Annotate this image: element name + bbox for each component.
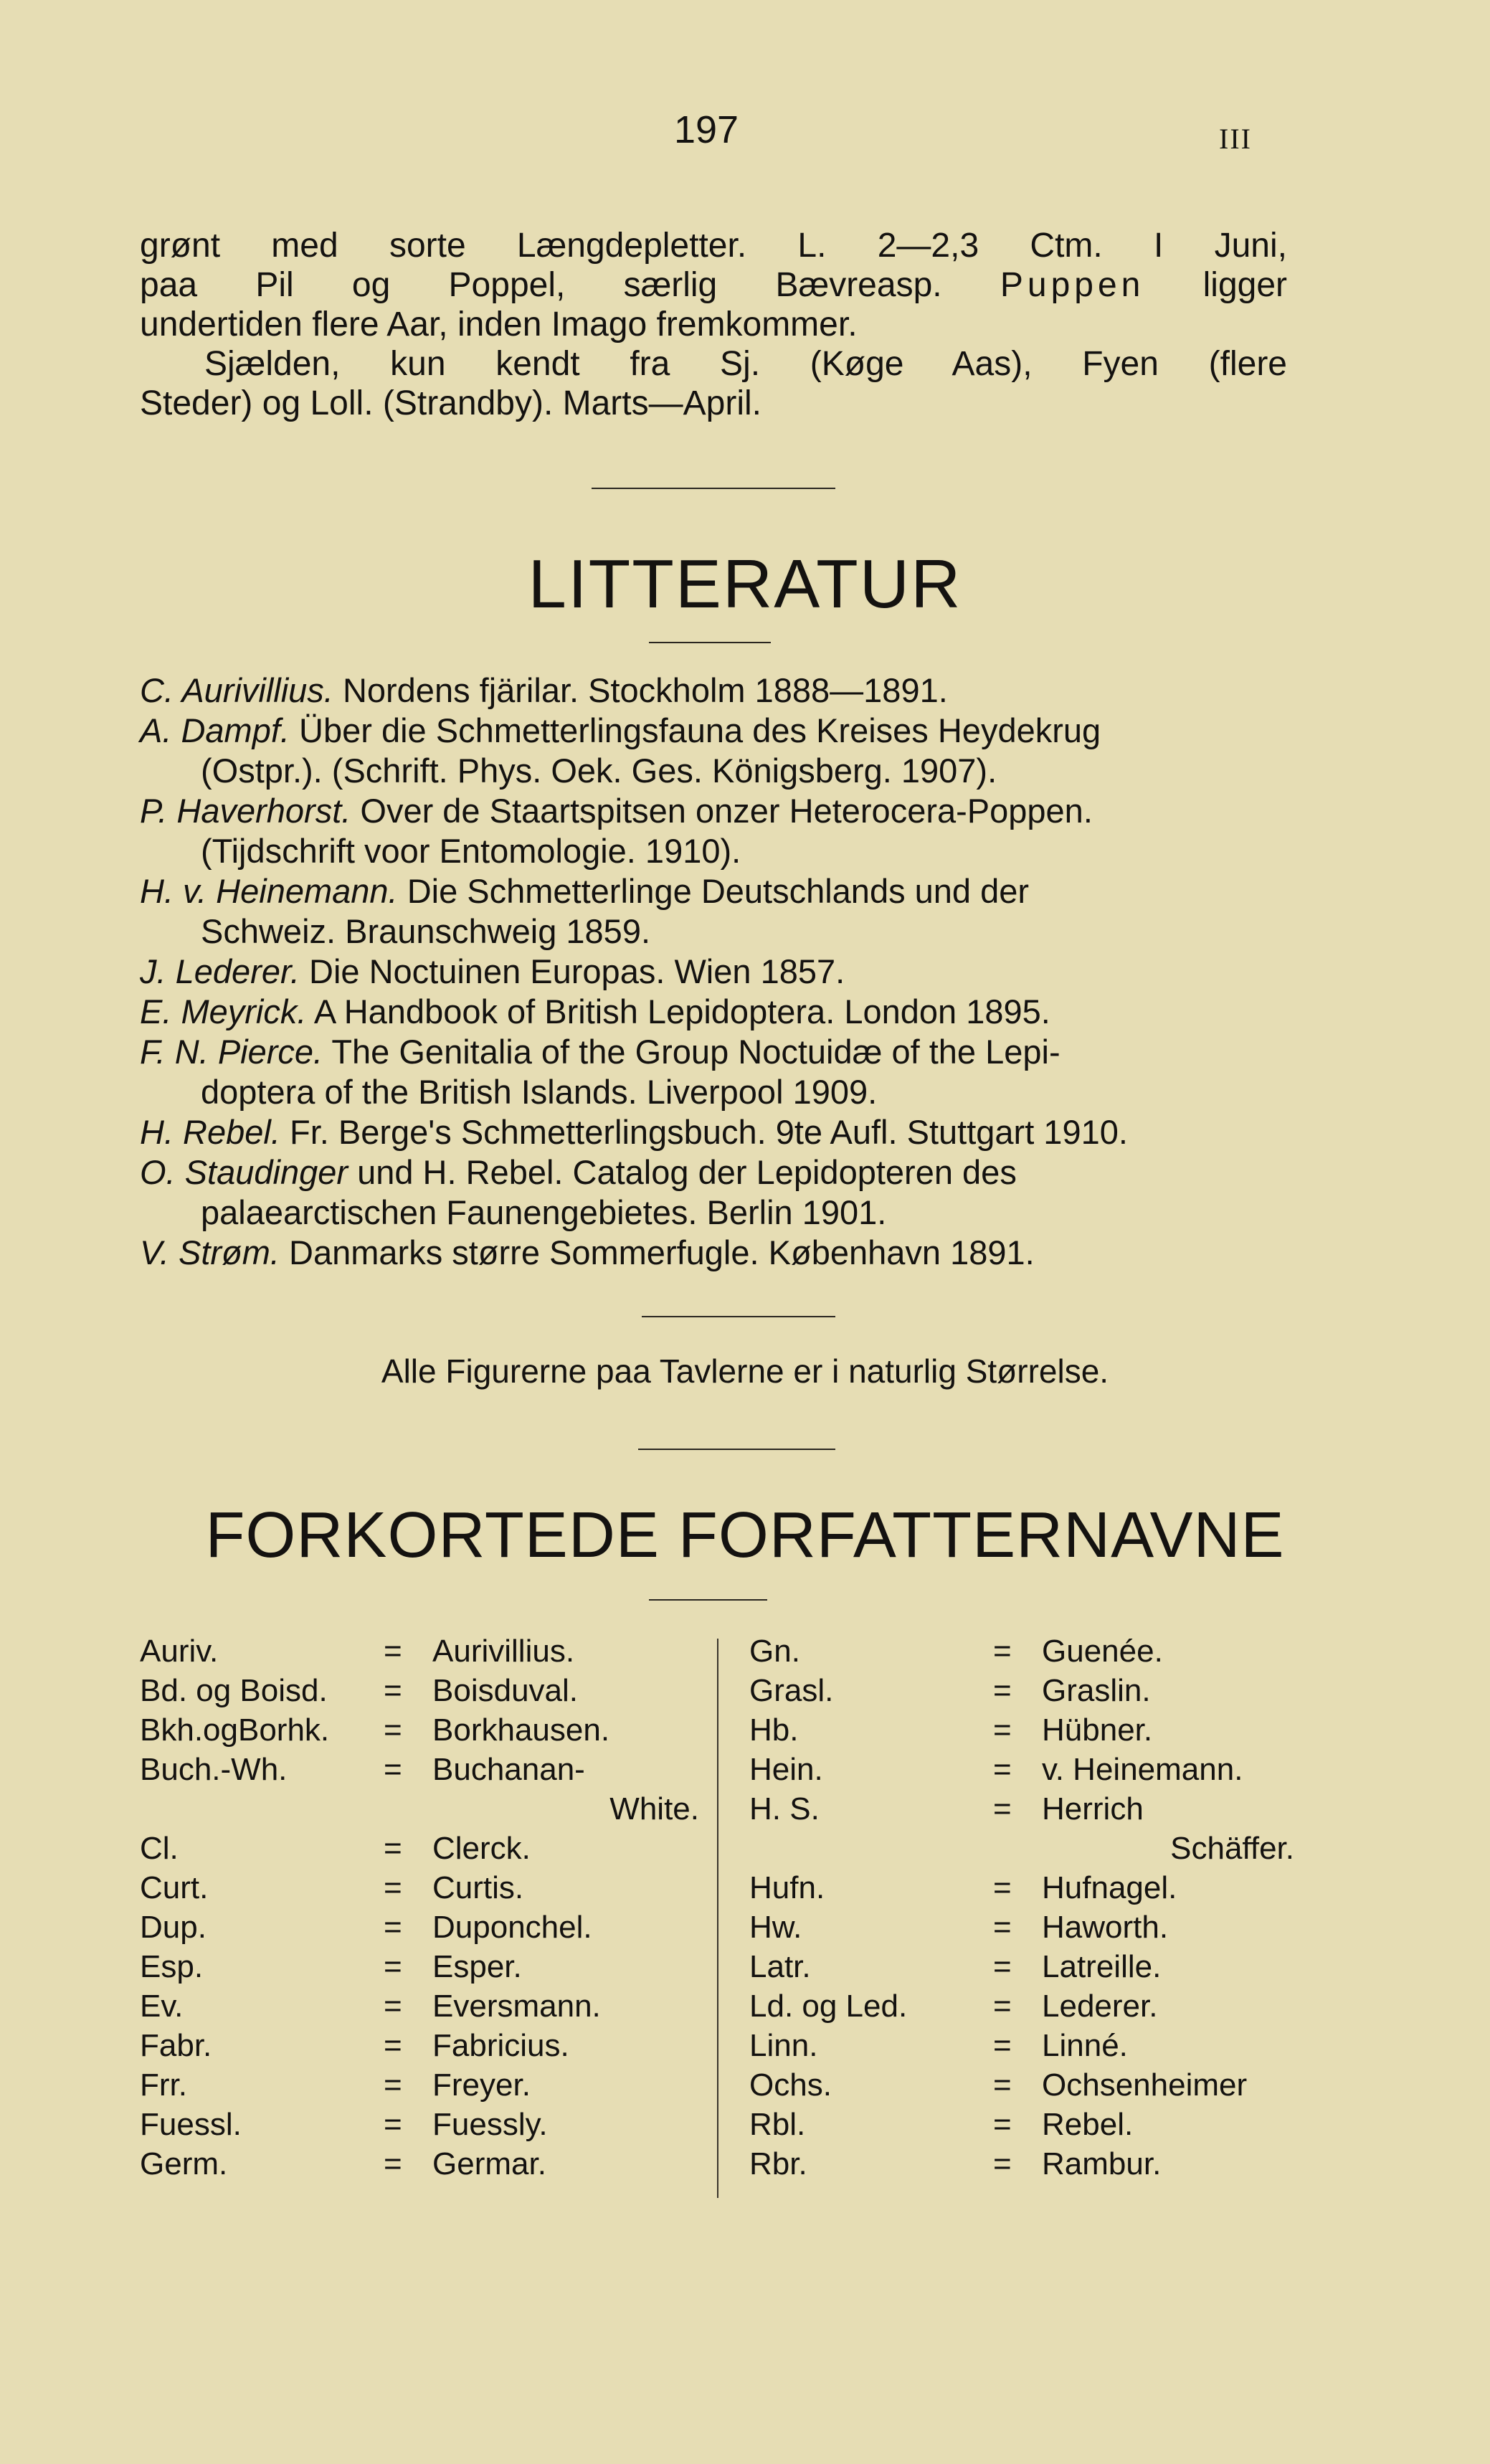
abbreviation: Ochs. [749,2067,832,2103]
intro-line-5: Steder) og Loll. (Strandby). Marts—April. [140,384,761,422]
equals-sign: = [993,1791,1012,1826]
abbreviation: Auriv. [140,1634,219,1669]
equals-sign: = [384,1634,402,1669]
entry-text: Die Schmetterlinge Deutschlands und der [407,872,1030,910]
entry-text: Fr. Berge's Schmetterlingsbuch. 9te Aufl. Stuttgart 1910. [289,1113,1128,1151]
abbreviation: H. S. [749,1791,820,1826]
equals-sign: = [384,1910,402,1945]
abbreviation-row [140,1868,699,1908]
abbreviations-right-column [749,1631,1294,2184]
abbreviation-row [749,2026,1294,2065]
equals-sign: = [993,1870,1012,1905]
abbreviation-row [749,1710,1294,1750]
bibliography-entry [140,1112,1287,1152]
full-name: Clerck. [432,1831,531,1866]
full-name: Aurivillius. [432,1634,575,1669]
entry-text: Über die Schmetterlingsfauna des Kreises Heydekrug [299,711,1101,749]
equals-sign: = [384,2146,402,2181]
entry-continuation: doptera of the British Islands. Liverpool 1909. [201,1073,878,1111]
intro-line-2: paa Pil og Poppel, særlig Bævreasp. Puppen ligger [140,266,1288,304]
equals-sign: = [384,2028,402,2063]
entry-continuation: Schweiz. Braunschweig 1859. [201,912,651,950]
abbreviation: Bd. og Boisd. [140,1673,328,1708]
abbreviation-row [140,1710,699,1750]
equals-sign: = [993,1712,1012,1748]
abbreviation: Ld. og Led. [749,1989,908,2024]
abbreviation-row [749,2065,1294,2105]
entry-text: Nordens fjärilar. Stockholm 1888—1891. [342,671,948,709]
equals-sign: = [384,1949,402,1984]
entry-author: E. Meyrick. [140,992,307,1030]
intro-paragraph [140,226,1287,423]
abbreviation: Curt. [140,1870,209,1905]
abbreviation: Ev. [140,1989,184,2024]
entry-author: J. Lederer. [140,952,300,990]
divider-rule [638,1449,835,1450]
equals-sign: = [993,2067,1012,2103]
equals-sign: = [993,1989,1012,2024]
abbreviation-row [749,1908,1294,1947]
bibliography-list [140,671,1287,1273]
full-name: Guenée. [1042,1634,1163,1669]
equals-sign: = [384,1989,402,2024]
abbreviation-row [140,1750,699,1789]
entry-author: C. Aurivillius. [140,671,333,709]
abbreviation-row [749,1986,1294,2026]
page-number: 197 [673,108,739,151]
abbreviation: Germ. [140,2146,228,2181]
entry-continuation: palaearctischen Faunengebietes. Berlin 1901. [201,1193,887,1231]
intro-line-3: undertiden flere Aar, inden Imago fremkommer. [140,305,858,343]
divider-rule [642,1316,835,1317]
full-name: Duponchel. [432,1910,592,1945]
full-name: Germar. [432,2146,546,2181]
full-name: Rambur. [1042,2146,1162,2181]
entry-text: A Handbook of British Lepidoptera. London 1895. [313,992,1050,1030]
equals-sign: = [993,2107,1012,2142]
bibliography-entry [140,992,1287,1032]
divider-rule-short [649,1599,767,1601]
abbreviations-left-column [140,1631,699,2184]
abbreviation-row [140,2026,699,2065]
abbreviation-row [140,1908,699,1947]
full-name-continuation: Schäffer. [1170,1831,1294,1866]
full-name: Fabricius. [432,2028,569,2063]
abbreviation-row [749,1750,1294,1789]
abbreviation: Hufn. [749,1870,825,1905]
abbreviation: Cl. [140,1831,179,1866]
figure-note: Alle Figurerne paa Tavlerne er i naturlig Størrelse. [381,1352,1109,1390]
abbreviation-row [749,2105,1294,2144]
entry-continuation: (Tijdschrift voor Entomologie. 1910). [201,832,741,870]
equals-sign: = [993,2146,1012,2181]
abbreviation-row [749,1947,1294,1986]
abbreviation: Hw. [749,1910,802,1945]
abbreviation-row [749,1868,1294,1908]
full-name: Hufnagel. [1042,1870,1177,1905]
intro-line-4: Sjælden, kun kendt fra Sj. (Køge Aas), Fyen (flere [204,345,1287,383]
full-name-continuation: White. [609,1791,699,1826]
entry-text: Over de Staartspitsen onzer Heterocera-Poppen. [360,792,1093,830]
abbreviation: Hein. [749,1752,823,1787]
abbreviation-row [749,2144,1294,2184]
equals-sign: = [384,1752,402,1787]
abbreviation-continuation-row [140,1789,699,1829]
litteratur-title: LITTERATUR [528,546,962,622]
full-name: Graslin. [1042,1673,1151,1708]
bibliography-entry [140,952,1287,992]
abbreviation-row [140,2144,699,2184]
equals-sign: = [993,1634,1012,1669]
entry-author: H. Rebel. [140,1113,280,1151]
full-name: Curtis. [432,1870,524,1905]
abbreviation: Hb. [749,1712,799,1748]
entry-author: F. N. Pierce. [140,1033,323,1071]
abbreviation-row [749,1631,1294,1671]
full-name: Hübner. [1042,1712,1153,1748]
equals-sign: = [384,2067,402,2103]
abbreviation: Bkh.ogBorhk. [140,1712,330,1748]
full-name: Rebel. [1042,2107,1134,2142]
bibliography-entry [140,1152,1287,1233]
full-name: Linné. [1042,2028,1128,2063]
full-name: Lederer. [1042,1989,1158,2024]
entry-text: Danmarks større Sommerfugle. København 1891. [289,1233,1035,1271]
abbreviation: Rbl. [749,2107,806,2142]
divider-rule-short [649,642,771,643]
full-name: Buchanan- [432,1752,585,1787]
abbreviation: Buch.-Wh. [140,1752,288,1787]
equals-sign: = [993,1949,1012,1984]
bibliography-entry [140,871,1287,952]
abbreviation: Latr. [749,1949,811,1984]
full-name: Haworth. [1042,1910,1169,1945]
divider-rule [592,488,835,489]
equals-sign: = [384,1712,402,1748]
abbreviation: Frr. [140,2067,187,2103]
equals-sign: = [384,1673,402,1708]
equals-sign: = [384,1870,402,1905]
bibliography-entry [140,1032,1287,1112]
equals-sign: = [384,2107,402,2142]
full-name: Esper. [432,1949,522,1984]
intro-line-1: grønt med sorte Længdepletter. L. 2—2,3 Ctm. I Juni, [140,227,1287,265]
equals-sign: = [993,1752,1012,1787]
entry-author: V. Strøm. [140,1233,280,1271]
entry-author: P. Haverhorst. [140,792,351,830]
column-divider [717,1639,718,2198]
equals-sign: = [384,1831,402,1866]
abbreviation: Rbr. [749,2146,807,2181]
abbreviation: Grasl. [749,1673,834,1708]
abbreviation-row [749,1789,1294,1829]
full-name: Fuessly. [432,2107,548,2142]
entry-text: Die Noctuinen Europas. Wien 1857. [309,952,845,990]
entry-continuation: (Ostpr.). (Schrift. Phys. Oek. Ges. Königsberg. 1907). [201,752,997,790]
bibliography-entry [140,711,1287,791]
full-name: Boisduval. [432,1673,579,1708]
full-name: Herrich [1042,1791,1144,1826]
abbreviation-row [140,2105,699,2144]
entry-author: H. v. Heinemann. [140,872,398,910]
abbreviation-row [140,2065,699,2105]
bibliography-entry [140,671,1287,711]
signature-mark: III [1219,123,1252,155]
full-name: Ochsenheimer [1042,2067,1248,2103]
abbreviation-row [140,1671,699,1710]
entry-text: und H. Rebel. Catalog der Lepidopteren des [357,1153,1017,1191]
abbreviation-row [140,1829,699,1868]
entry-text: The Genitalia of the Group Noctuidæ of the Lepi- [331,1033,1060,1071]
full-name: Eversmann. [432,1989,601,2024]
equals-sign: = [993,1910,1012,1945]
bibliography-entry [140,791,1287,871]
entry-author: A. Dampf. [140,711,290,749]
full-name: Borkhausen. [432,1712,610,1748]
equals-sign: = [993,1673,1012,1708]
abbreviation: Dup. [140,1910,207,1945]
full-name: Freyer. [432,2067,531,2103]
abbreviation-row [140,1631,699,1671]
abbreviation: Fabr. [140,2028,212,2063]
bibliography-entry [140,1233,1287,1273]
spaced-word: Puppen [1000,266,1145,304]
full-name: v. Heinemann. [1042,1752,1243,1787]
abbreviation: Fuessl. [140,2107,242,2142]
abbreviation-continuation-row [749,1829,1294,1868]
entry-author: O. Staudinger [140,1153,348,1191]
abbreviation: Esp. [140,1949,204,1984]
abbreviations-title: FORKORTEDE FORFATTERNAVNE [205,1499,1285,1571]
abbreviation-row [749,1671,1294,1710]
abbreviation: Gn. [749,1634,800,1669]
abbreviation-row [140,1947,699,1986]
abbreviation-row [140,1986,699,2026]
full-name: Latreille. [1042,1949,1162,1984]
abbreviation: Linn. [749,2028,818,2063]
equals-sign: = [993,2028,1012,2063]
